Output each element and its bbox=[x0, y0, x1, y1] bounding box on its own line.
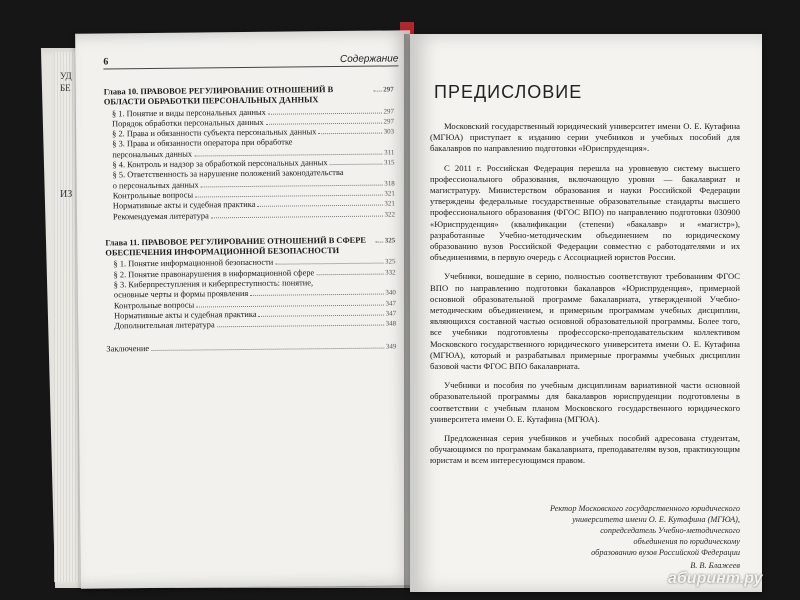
leader-dots bbox=[211, 215, 383, 218]
entry-text: Контрольные вопросы bbox=[112, 190, 194, 201]
leader-dots bbox=[330, 164, 382, 166]
preface-paragraph: Московский государственный юридический университет имени О. Е. Кутафина (МГЮА) приступает к изданию серии учебников и учебных пособий для бакалавров по направлению подготовки «Юриспруденция». bbox=[430, 121, 740, 154]
entry-text: § 2. Права и обязанности субъекта персональных данных bbox=[112, 127, 317, 139]
leader-dots bbox=[268, 112, 382, 114]
edge-text-1: УД bbox=[60, 71, 72, 81]
toc-chapter bbox=[104, 84, 394, 108]
entry-page: 311 bbox=[384, 148, 395, 157]
entry-page: 332 bbox=[385, 268, 396, 277]
entry-page: 315 bbox=[383, 158, 395, 167]
entry-page: 318 bbox=[384, 179, 395, 188]
entry-page: 349 bbox=[385, 341, 397, 351]
leader-dots bbox=[375, 241, 383, 242]
entry-text: § 5. Ответственность за нарушение положений законодательства bbox=[112, 168, 344, 180]
leader-dots bbox=[194, 153, 382, 156]
preface bbox=[430, 74, 740, 571]
signature-line: сопредседатель Учебно-методического bbox=[600, 525, 740, 535]
leader-dots bbox=[316, 273, 383, 275]
entry-text: § 3. Киберпреступления и киберпреступность: понятие, bbox=[113, 278, 314, 290]
entry-text: Рекомендуемая литература bbox=[112, 210, 209, 221]
right-page bbox=[410, 34, 762, 592]
edge-text-3: ИЗ bbox=[60, 189, 73, 200]
signature-line: объединения по юридическому bbox=[633, 536, 740, 546]
leader-dots bbox=[201, 184, 383, 187]
entry-page: 325 bbox=[384, 257, 396, 266]
entry-text: Заключение bbox=[106, 343, 150, 353]
entry-page: 347 bbox=[385, 299, 396, 308]
chapter-page: 325 bbox=[384, 236, 396, 245]
left-page bbox=[75, 30, 416, 588]
leader-dots bbox=[217, 325, 384, 328]
leader-dots bbox=[196, 304, 383, 307]
chapter-title: Глава 11. ПРАВОВОЕ РЕГУЛИРОВАНИЕ ОТНОШЕНИЙ В СФЕРЕ ОБЕСПЕЧЕНИЯ ИНФОРМАЦИОННОЙ БЕЗОПАСНОСТИ bbox=[105, 235, 366, 258]
entry-page: 322 bbox=[384, 209, 396, 219]
leader-dots bbox=[151, 347, 384, 350]
entry-page: 303 bbox=[383, 127, 395, 136]
leader-dots bbox=[257, 205, 382, 207]
entry-text: Нормативные акты и судебная практика bbox=[114, 309, 257, 321]
entry-page: 340 bbox=[385, 288, 396, 297]
entry-text: персональных данных bbox=[112, 149, 193, 160]
entry-page: 347 bbox=[385, 309, 397, 318]
signatory-name: В. В. Блажеев bbox=[690, 560, 740, 570]
entry-text: Порядок обработки персональных данных bbox=[112, 117, 264, 129]
signature-line: Ректор Московского государственного юридического bbox=[549, 503, 740, 513]
open-book bbox=[48, 12, 763, 592]
signature-line: университета имени О. Е. Кутафина (МГЮА), bbox=[572, 514, 740, 524]
entry-text: § 3. Права и обязанности оператора при обработке bbox=[112, 137, 293, 149]
running-title: Содержание bbox=[339, 53, 399, 65]
entry-page: 297 bbox=[383, 107, 394, 116]
chapter-title: Глава 10. ПРАВОВОЕ РЕГУЛИРОВАНИЕ ОТНОШЕНИЙ В ОБЛАСТИ ОБРАБОТКИ ПЕРСОНАЛЬНЫХ ДАННЫХ bbox=[103, 85, 334, 107]
entry-page: 348 bbox=[385, 319, 397, 328]
leader-dots bbox=[275, 263, 383, 265]
entry-text: Нормативные акты и судебная практика bbox=[112, 200, 256, 211]
entry-text: основные черты и формы проявления bbox=[113, 289, 249, 300]
page-number: 6 bbox=[103, 56, 109, 68]
toc-conclusion bbox=[106, 341, 396, 354]
toc-chapter bbox=[105, 235, 395, 259]
preface-paragraph: Предложенная серия учебников и учебных пособий адресована студентам, обучающимся по программам бакалавриата, преподавателям вузов, практикующим юристам и всем интересующимся правом. bbox=[430, 433, 740, 466]
leader-dots bbox=[250, 294, 383, 296]
preface-title: ПРЕДИСЛОВИЕ bbox=[434, 82, 583, 102]
edge-text-2: БЕ bbox=[60, 83, 71, 93]
preface-paragraph: С 2011 г. Российская Федерация перешла на уровневую систему высшего профессионального образования, включающую уровни — бакалавриат и магистратуру. Министерством образования и науки Российской Федерации утверждены федеральные государственные образовательные стандарты высшего профессионального образования (ФГОС ВПО) по направлению подготовки 030900 «Юриспруденция» (квалификации (степени) «бакалавр» и «магистр»), разработанные Учебно-методическим объединением по юридическому образованию вузов Российской Федерации совместно с работодателями и их объединениями, в первую очередь с Ассоциацией юристов России. bbox=[430, 162, 740, 263]
entry-page: 321 bbox=[384, 189, 395, 198]
entry-text: § 1. Понятие и виды персональных данных bbox=[111, 107, 266, 118]
entry-text: § 1. Понятие информационной безопасности bbox=[113, 258, 274, 269]
entry-page: 297 bbox=[383, 117, 395, 126]
signature-block bbox=[430, 503, 740, 571]
entry-text: Контрольные вопросы bbox=[113, 300, 195, 311]
leader-dots bbox=[195, 195, 382, 198]
entry-text: Дополнительная литература bbox=[114, 320, 215, 331]
preface-paragraph: Учебники, вошедшие в серию, полностью соответствуют требованиям ФГОС ВПО по направлению подготовки бакалавров «Юриспруденция», примерной основной образовательной программе бакалавриата, утвержденной Учебно-методическим объединением, и примерным программам учебных дисциплин, являющихся составной частью основной образовательной программы. Более того, все учебники подготовлены профессорско-преподавательским коллективом Московского государственного юридического университета имени О. Е. Кутафина (МГЮА), который и разрабатывал примерные программы учебных дисциплин базовой части ФГОС ВПО бакалавриата. bbox=[430, 271, 740, 372]
table-of-contents bbox=[104, 80, 397, 354]
leader-dots bbox=[259, 314, 384, 316]
leader-dots bbox=[266, 122, 382, 124]
entry-text: § 2. Понятие правонарушения в информационной сфере bbox=[113, 268, 315, 280]
entry-text: § 4. Контроль и надзор за обработкой персональных данных bbox=[112, 158, 328, 170]
page-header bbox=[103, 53, 398, 69]
leader-dots bbox=[373, 91, 381, 92]
leader-dots bbox=[318, 133, 381, 135]
entry-page: 321 bbox=[384, 199, 395, 208]
site-watermark: абиринт.ру bbox=[668, 570, 763, 587]
preface-paragraph: Учебники и пособия по учебным дисциплинам вариативной части основной образовательной программы для бакалавров юриспруденции подготовлены в соответствии с учебным планом Московского государственного юридического университета имени О. Е. Кутафина (МГЮА). bbox=[430, 380, 740, 424]
signature-line: образованию вузов Российской Федерации bbox=[591, 547, 740, 557]
chapter-page: 297 bbox=[383, 85, 394, 94]
entry-text: о персональных данных bbox=[112, 180, 199, 191]
